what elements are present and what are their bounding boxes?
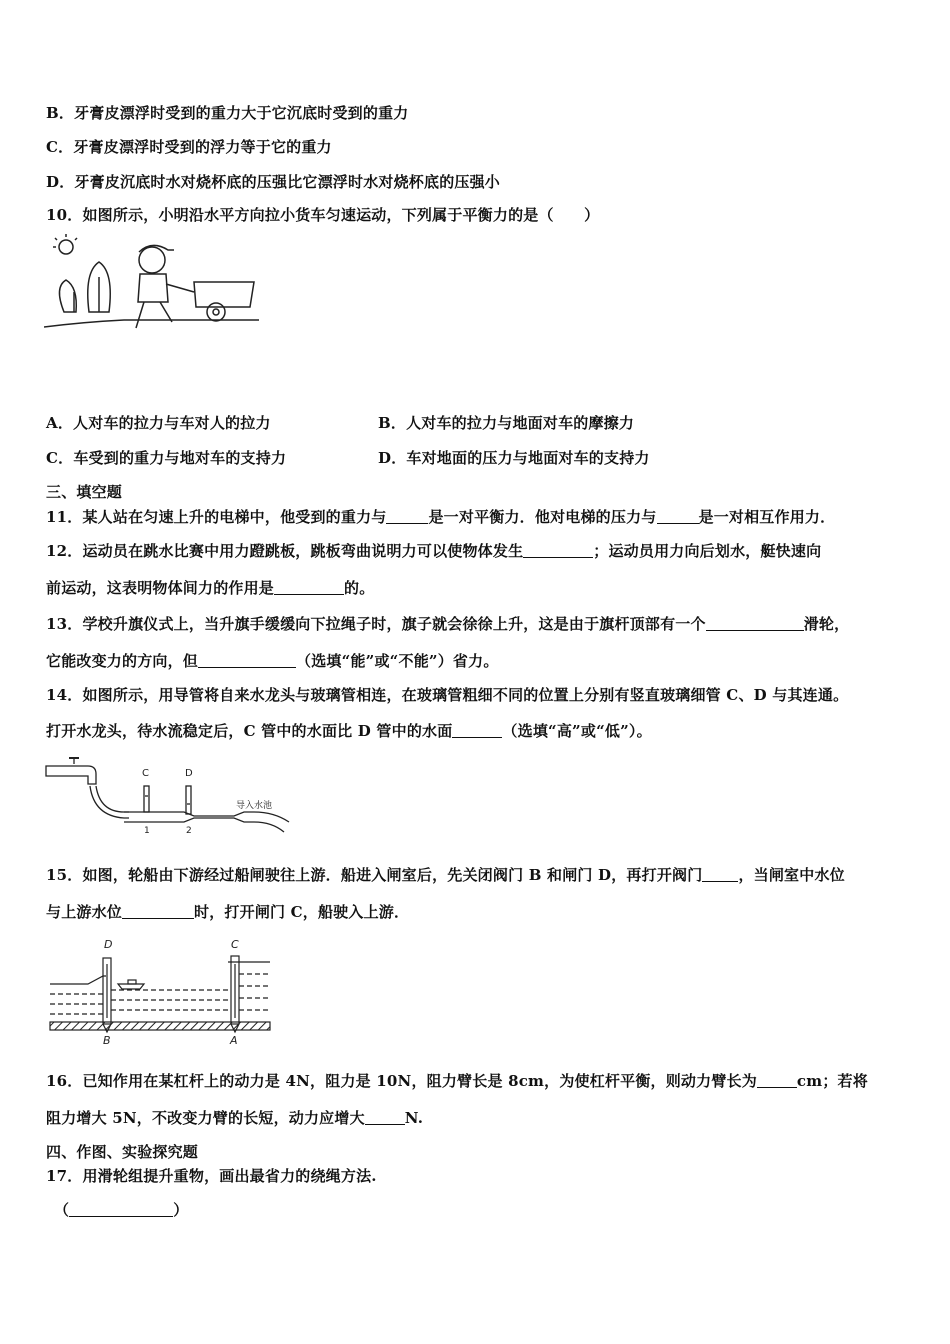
ship-icon	[118, 984, 144, 989]
q12-blank-2[interactable]	[274, 579, 344, 595]
q14-line-2: 打开水龙头，待水流稳定后，C 管中的水面比 D 管中的水面 （选填“高”或“低”）。	[46, 722, 652, 740]
label-c: C	[142, 768, 149, 779]
boy-pulling-cart-figure	[44, 232, 264, 342]
section-3-heading: 三、填空题	[46, 483, 123, 501]
q10-option-c: C．车受到的重力与地对车的支持力	[46, 449, 287, 467]
tube-c	[144, 786, 149, 812]
q10-option-b: B．人对车的拉力与地面对车的摩擦力	[378, 414, 635, 432]
q13-blank-1[interactable]	[706, 615, 804, 631]
q15-line-1: 15．如图，轮船由下游经过船闸驶往上游．船进入闸室后，先关闭阀门 B 和闸门 D，再打开阀门 ，当闸室中水位	[46, 866, 845, 884]
q12-blank-1[interactable]	[523, 542, 593, 558]
faucet-tubes-figure	[44, 756, 294, 836]
q11-blank-1[interactable]	[386, 508, 428, 524]
label-gate-c: C	[231, 938, 239, 951]
q15-blank-1[interactable]	[702, 866, 738, 882]
q9-option-d: D．牙膏皮沉底时水对烧杯底的压强比它漂浮时水对烧杯底的压强小	[46, 173, 501, 191]
ship-lock-figure	[48, 934, 273, 1046]
label-d: D	[185, 768, 193, 779]
tube-d	[186, 786, 191, 814]
boy-head	[139, 247, 165, 273]
label-2: 2	[186, 826, 192, 836]
label-valve-a: A	[230, 1034, 238, 1046]
q12-line-2: 前运动，这表明物体间力的作用是 的。	[46, 579, 375, 597]
q10-stem: 10．如图所示，小明沿水平方向拉小货车匀速运动，下列属于平衡力的是（ ）	[46, 206, 600, 224]
section-4-heading: 四、作图、实验探究题	[46, 1143, 199, 1161]
q10-option-a: A．人对车的拉力与车对人的拉力	[46, 414, 271, 432]
q16-blank-1[interactable]	[757, 1072, 797, 1088]
sun-icon	[59, 240, 73, 254]
q17-blank[interactable]	[69, 1201, 173, 1217]
q16-line-2: 阻力增大 5N，不改变力臂的长短，动力应增大 N.	[46, 1109, 424, 1127]
label-pool: 导入水池	[236, 801, 273, 811]
q14-line-1: 14．如图所示，用导管将自来水龙头与玻璃管相连，在玻璃管粗细不同的位置上分别有竖直玻璃细管 C、D 与其连通。	[46, 686, 849, 704]
cart	[194, 282, 254, 307]
q17-stem: 17．用滑轮组提升重物，画出最省力的绕绳方法.	[46, 1167, 377, 1185]
q15-blank-2[interactable]	[122, 903, 194, 919]
cart-wheel	[207, 303, 225, 321]
label-valve-b: B	[103, 1034, 111, 1046]
q14-blank[interactable]	[452, 722, 502, 738]
q16-line-1: 16．已知作用在某杠杆上的动力是 4N，阻力是 10N，阻力臂长是 8cm，为使杠杆平衡，则动力臂长为 cm；若将	[46, 1072, 868, 1090]
q13-blank-2[interactable]	[198, 652, 296, 668]
q12-line-1: 12．运动员在跳水比赛中用力蹬跳板，跳板弯曲说明力可以使物体发生 ；运动员用力向后划水，艇快速向	[46, 542, 822, 560]
q13-line-2: 它能改变力的方向，但 （选填“能”或“不能”）省力。	[46, 652, 499, 670]
q11-blank-2[interactable]	[657, 508, 699, 524]
boy-body	[138, 274, 168, 302]
q17-answer: （ ）	[54, 1201, 189, 1219]
q16-blank-2[interactable]	[365, 1109, 405, 1125]
label-1: 1	[144, 826, 150, 836]
q10-option-d: D．车对地面的压力与地面对车的支持力	[378, 449, 650, 467]
q9-option-c: C．牙膏皮漂浮时受到的浮力等于它的重力	[46, 138, 332, 156]
pull-rope	[166, 284, 194, 292]
q15-line-2: 与上游水位 时，打开闸门 C，船驶入上游．	[46, 903, 410, 921]
q11: 11．某人站在匀速上升的电梯中，他受到的重力与 是一对平衡力．他对电梯的压力与 是一对相互作用力．	[46, 508, 836, 526]
label-gate-d: D	[104, 938, 113, 951]
faucet-icon	[46, 766, 96, 784]
q13-line-1: 13．学校升旗仪式上，当升旗手缓缓向下拉绳子时，旗子就会徐徐上升，这是由于旗杆顶部有一个 滑轮，	[46, 615, 850, 633]
q9-option-b: B．牙膏皮漂浮时受到的重力大于它沉底时受到的重力	[46, 104, 409, 122]
